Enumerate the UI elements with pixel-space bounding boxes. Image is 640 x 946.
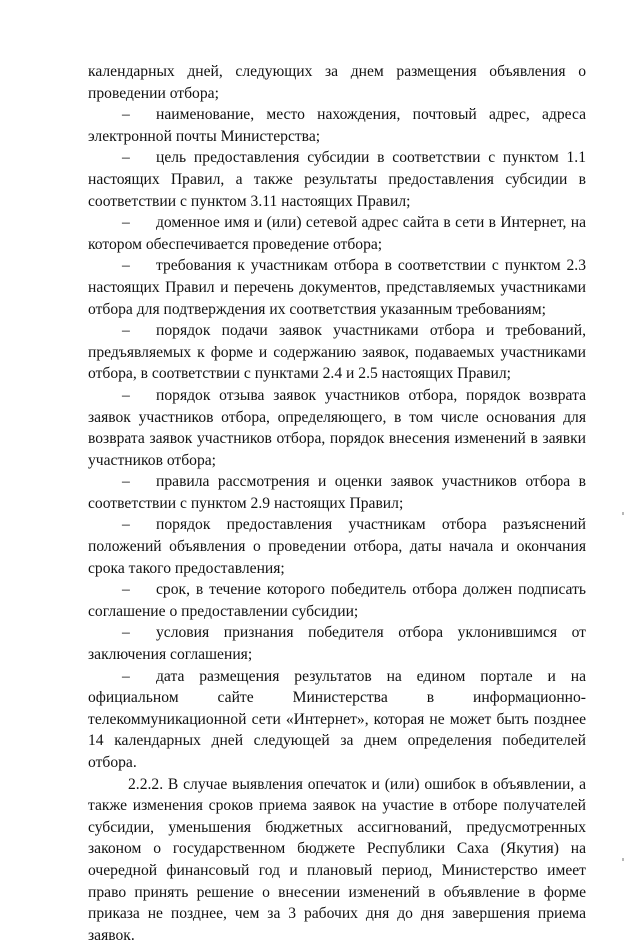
list-item-text: порядок подачи заявок участниками отбора и требований, предъявляемых к форме и содержанию заявок, подаваемых участниками отбора, в соответствии с пунктами 2.4 и 2.5 настоящих Правил; [88, 322, 586, 383]
list-item-text: порядок отзыва заявок участников отбора, порядок возврата заявок участников отбора, определяющего, в том числе основания для возврата заявок участников отбора, порядок внесения изменений в заявки участников отбора; [88, 386, 586, 469]
list-item-name-address [88, 104, 586, 147]
dash-bullet: – [122, 473, 130, 491]
dash-bullet: – [122, 386, 130, 404]
paragraph-2-2-2: 2.2.2. В случае выявления опечаток и (или) ошибок в объявлении, а также изменения сроков приема заявок на участие в отборе получателей субсидии, уменьшения бюджетных ассигнований, предусмотренных законом о государственном бюджете Республики Саха (Якутия) на очередной финансовый год и плановый период, Министерство имеет право принять решение о внесении изменений в объявление в форме приказа не позднее, чем за 3 рабочих дня до дня завершения приема заявок. [88, 775, 586, 944]
list-item-text: цель предоставления субсидии в соответствии с пунктом 1.1 настоящих Правил, а также результаты предоставления субсидии в соответствии с пунктом 3.11 настоящих Правил; [88, 149, 586, 210]
dash-bullet: – [122, 257, 130, 275]
list-item-signing-deadline [88, 579, 586, 622]
list-item-evaluation-rules [88, 471, 586, 514]
list-item-participant-requirements [88, 255, 586, 320]
dash-bullet: – [122, 581, 130, 599]
list-item-text: доменное имя и (или) сетевой адрес сайта в сети в Интернет, на котором обеспечивается проведение отбора; [88, 214, 586, 253]
list-item-results-publication [88, 666, 586, 774]
list-item-clarification-procedure [88, 514, 586, 579]
dash-bullet: – [122, 516, 130, 534]
dash-bullet: – [122, 214, 130, 232]
list-item-text: требования к участникам отбора в соответствии с пунктом 2.3 настоящих Правил и перечень документов, представляемых участниками отбора для подтверждения их соответствия указанным требованиям; [88, 257, 586, 318]
list-item-text: срок, в течение которого победитель отбора должен подписать соглашение о предоставлении субсидии; [88, 581, 586, 620]
list-item-withdrawal-procedure [88, 385, 586, 471]
dash-bullet: – [122, 149, 130, 167]
list-item-evasion-conditions [88, 622, 586, 665]
dash-bullet: – [122, 322, 130, 340]
paragraph-continuation: календарных дней, следующих за днем размещения объявления о проведении отбора; [88, 63, 586, 102]
list-item-text: порядок предоставления участникам отбора разъяснений положений объявления о проведении отбора, даты начала и окончания срока такого предоставления; [88, 516, 586, 577]
scan-speck [622, 858, 624, 861]
list-item-text: дата размещения результатов на едином портале и на официальном сайте Министерства в информационно-телекоммуникационной сети «Интернет», которая не может быть позднее 14 календарных дней следующей за днем определения победителей отбора. [88, 667, 586, 771]
list-item-application-procedure [88, 320, 586, 385]
list-item-text: наименование, место нахождения, почтовый адрес, адреса электронной почты Министерства; [88, 106, 586, 145]
document-body [88, 61, 586, 946]
list-item-text: условия признания победителя отбора уклонившимся от заключения соглашения; [88, 624, 586, 664]
list-item-text: правила рассмотрения и оценки заявок участников отбора в соответствии с пунктом 2.9 настоящих Правил; [88, 473, 586, 512]
list-item-subsidy-purpose [88, 147, 586, 212]
scan-speck [622, 512, 624, 515]
dash-bullet: – [122, 106, 130, 124]
dash-bullet: – [122, 667, 130, 685]
dash-bullet: – [122, 624, 130, 642]
list-item-domain-name [88, 212, 586, 255]
